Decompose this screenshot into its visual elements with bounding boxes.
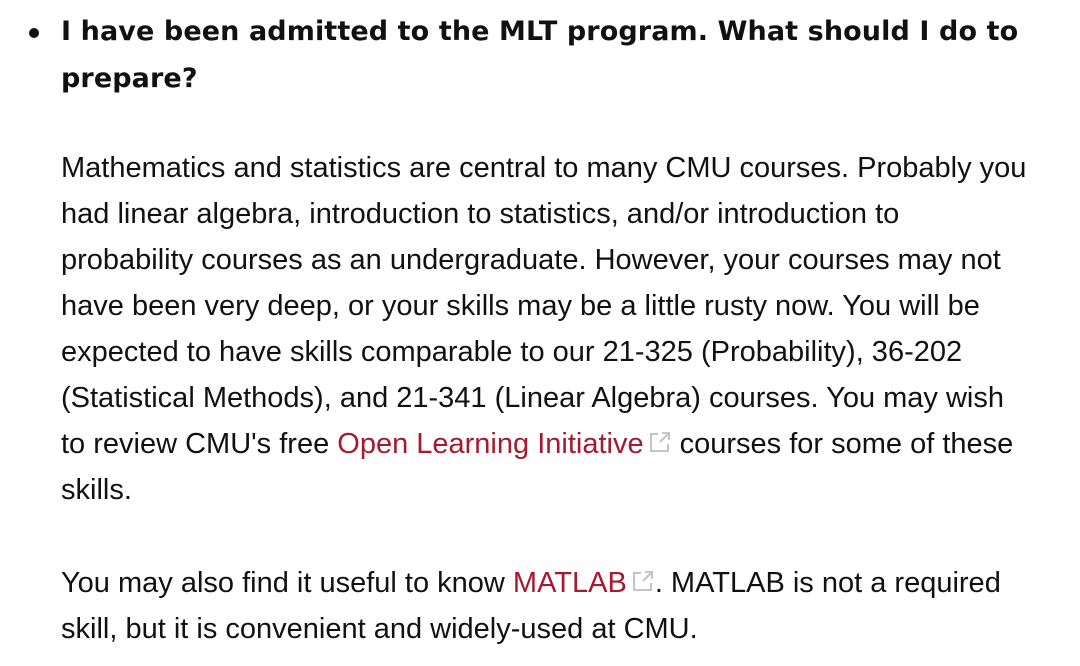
matlab-link[interactable] (513, 567, 655, 599)
answer-paragraph-1 (61, 145, 1036, 513)
paragraph-text: . MATLAB is not a required skill, but it is convenient and widely-used at CMU. (61, 567, 1001, 645)
bullet-icon (29, 28, 39, 38)
answer-paragraph-2 (61, 560, 1036, 652)
link-label[interactable]: MATLAB (512, 567, 627, 599)
paragraph-text: You may also find it useful to know (61, 567, 513, 599)
faq-question: I have been admitted to the MLT program. What should I do to prepare? (61, 16, 1019, 94)
external-link-icon (648, 430, 672, 454)
external-link-icon (631, 569, 655, 593)
open-learning-initiative-link[interactable] (337, 428, 671, 460)
link-label[interactable]: Open Learning Initiative (337, 428, 644, 460)
paragraph-text: Mathematics and statistics are central to many CMU courses. Probably you had linear algebra, introduction to statistics, and/or introduction to probability courses as an undergraduate. However, your courses may not have been very deep, or your skills may be a little rusty now. You will be expected to have skills comparable to our 21-325 (Probability), 36-202 (Statistical Methods), and 21-341 (Linear Algebra) courses. You may wish to review CMU's free (61, 152, 1027, 460)
paragraph-text: courses for some of these skills. (61, 428, 1014, 506)
